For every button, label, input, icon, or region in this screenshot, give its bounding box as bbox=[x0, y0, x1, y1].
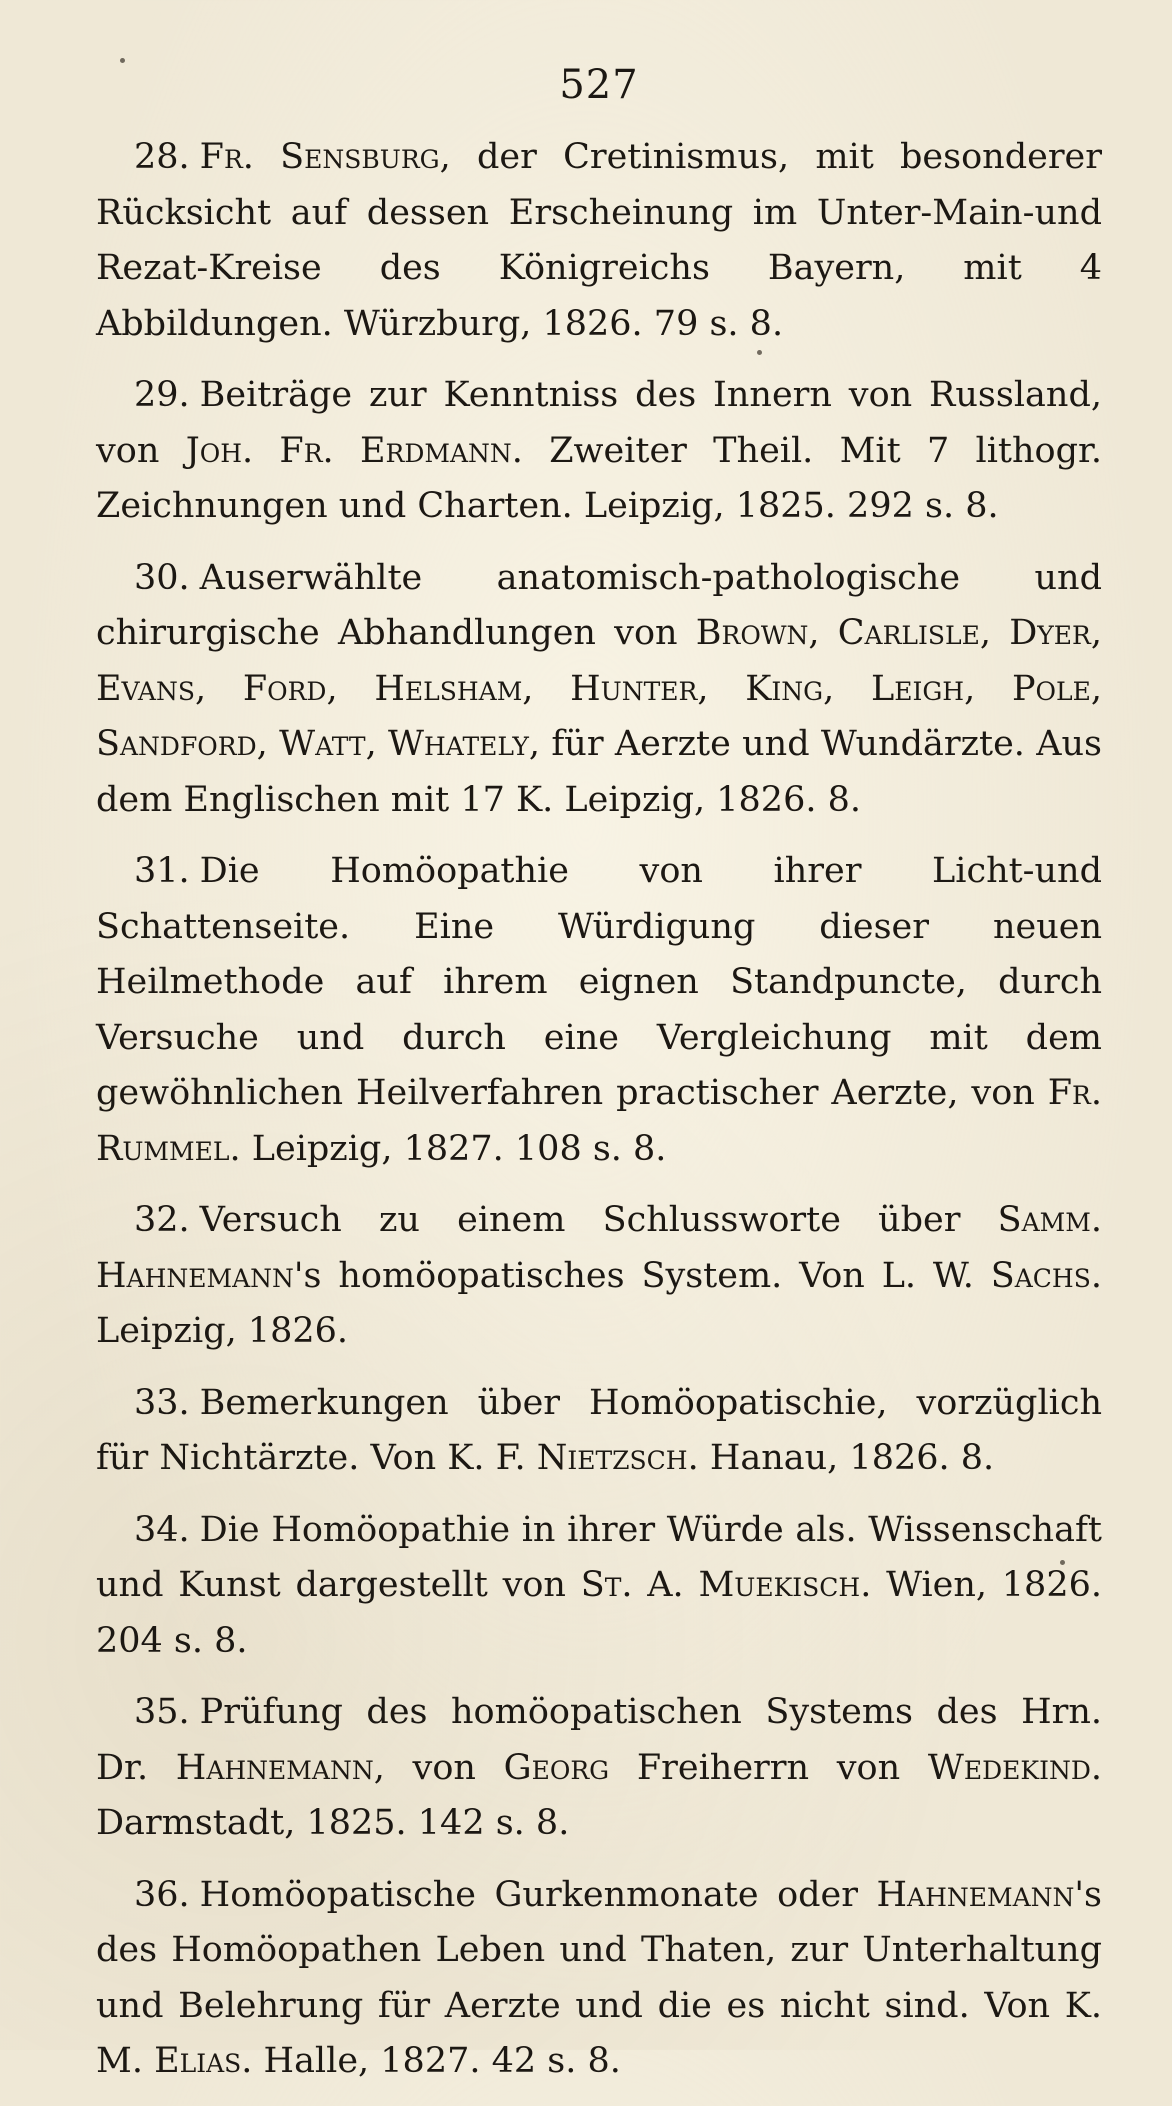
bibliography-entry bbox=[96, 844, 1102, 1177]
entry-number: 29. bbox=[134, 375, 190, 415]
page-number: 527 bbox=[559, 62, 639, 108]
bibliography-entry bbox=[96, 368, 1102, 535]
author-name: Wedekind bbox=[927, 1747, 1091, 1788]
book-page bbox=[96, 62, 1102, 2106]
author-name: Fr. Sensburg bbox=[199, 137, 440, 177]
entry-text: . Zweiter Theil. Mit 7 lithogr. Zeichnungen und Charten. Leipzig, 1825. 292 s. 8. bbox=[96, 430, 1103, 526]
ink-speck bbox=[1060, 1560, 1065, 1565]
author-name: Samm. Hahnemann bbox=[96, 1200, 1102, 1296]
entry-number: 32. bbox=[134, 1200, 190, 1240]
bibliography-entry bbox=[96, 551, 1102, 829]
bibliography-entry bbox=[96, 1685, 1102, 1852]
bibliography-entry bbox=[96, 1376, 1102, 1487]
entry-text: . Halle, 1827. 42 s. 8. bbox=[241, 2041, 621, 2081]
entry-number: 35. bbox=[134, 1692, 190, 1732]
entry-text: 's homöopatisches System. Von bbox=[293, 1255, 882, 1296]
bibliography-entry bbox=[96, 1868, 1102, 2090]
entry-number: 36. bbox=[134, 1874, 190, 1915]
entry-text: . Leipzig, 1826. bbox=[96, 1255, 1102, 1351]
entry-text: . Leipzig, 1827. 108 s. 8. bbox=[229, 1128, 667, 1169]
entry-text: Freiherrn von bbox=[609, 1747, 928, 1788]
entry-text: 's des Homöopathen Leben und Thaten, zur Unterhaltung und Belehrung für Aerzte und die es nicht sind. Von bbox=[96, 1874, 1102, 2026]
author-name: Fr. Rummel bbox=[96, 1073, 1102, 1169]
entry-text: , von bbox=[373, 1747, 504, 1788]
entry-text: . Darmstadt, 1825. 142 s. 8. bbox=[96, 1747, 1103, 1843]
entry-text: . Wien, 1826. 204 s. 8. bbox=[96, 1565, 1102, 1661]
author-name: L. W. Sachs bbox=[881, 1255, 1091, 1296]
bibliography-entry bbox=[96, 130, 1102, 352]
entry-text: Versuch zu einem Schlussworte über bbox=[199, 1200, 998, 1240]
entry-number: 31. bbox=[134, 851, 190, 891]
author-name: Hahnemann bbox=[175, 1747, 374, 1788]
ink-speck bbox=[757, 350, 762, 355]
entry-text: Die Homöopathie von ihrer Licht-und Schattenseite. Eine Würdigung dieser neuen Heilmethode auf ihrem eignen Standpuncte, durch Versuche und durch eine Vergleichung mit dem gewöhnlichen Heilverfahren practischer Aerzte, von bbox=[96, 851, 1102, 1113]
author-name: Brown, Carlisle, Dyer, Evans, Ford, Helsham, Hunter, King, Leigh, Pole, Sandford, Watt, Whately bbox=[96, 613, 1102, 764]
entry-text: , der Cretinismus, mit besonderer Rücksicht auf dessen Erscheinung im Unter-Main-und Rezat-Kreise des Königreichs Bayern, mit 4 Abbildungen. Würzburg, 1826. 79 s. 8. bbox=[96, 137, 1103, 344]
entry-text: Beiträge zur Kenntniss des Innern von Russland, von bbox=[96, 375, 1102, 471]
entry-text: Prüfung des homöopatischen Systems des Hrn. Dr. bbox=[96, 1692, 1102, 1788]
author-name: K. F. Nietzsch bbox=[447, 1438, 688, 1478]
bibliography-entry bbox=[96, 1193, 1102, 1360]
entry-number: 30. bbox=[134, 557, 190, 598]
entry-text: , für Aerzte und Wundärzte. Aus dem Englischen mit 17 K. Leipzig, 1826. 8. bbox=[96, 724, 1103, 820]
entry-text: . Hanau, 1826. 8. bbox=[687, 1438, 995, 1478]
entry-text: Die Homöopathie in ihrer Würde als. Wissenschaft und Kunst dargestellt von bbox=[96, 1509, 1102, 1605]
author-name: Georg bbox=[503, 1747, 610, 1788]
entry-text: Bemerkungen über Homöopatischie, vorzüglich für Nichtärzte. Von bbox=[96, 1382, 1102, 1478]
entry-text: Auserwählte anatomisch-pathologische und chirurgische Abhandlungen von bbox=[96, 557, 1102, 653]
bibliography-list bbox=[96, 130, 1102, 2090]
author-name: Hahnemann bbox=[876, 1874, 1075, 1915]
entry-text: Homöopatische Gurkenmonate oder bbox=[199, 1874, 877, 1915]
bibliography-entry bbox=[96, 1503, 1102, 1670]
author-name: K. M. Elias bbox=[96, 1985, 1102, 2081]
ink-speck bbox=[120, 58, 125, 63]
entry-number: 34. bbox=[134, 1509, 190, 1550]
author-name: St. A. Muekisch bbox=[580, 1565, 861, 1605]
author-name: Joh. Fr. Erdmann bbox=[185, 430, 512, 471]
entry-number: 28. bbox=[134, 137, 190, 177]
entry-number: 33. bbox=[134, 1382, 190, 1423]
